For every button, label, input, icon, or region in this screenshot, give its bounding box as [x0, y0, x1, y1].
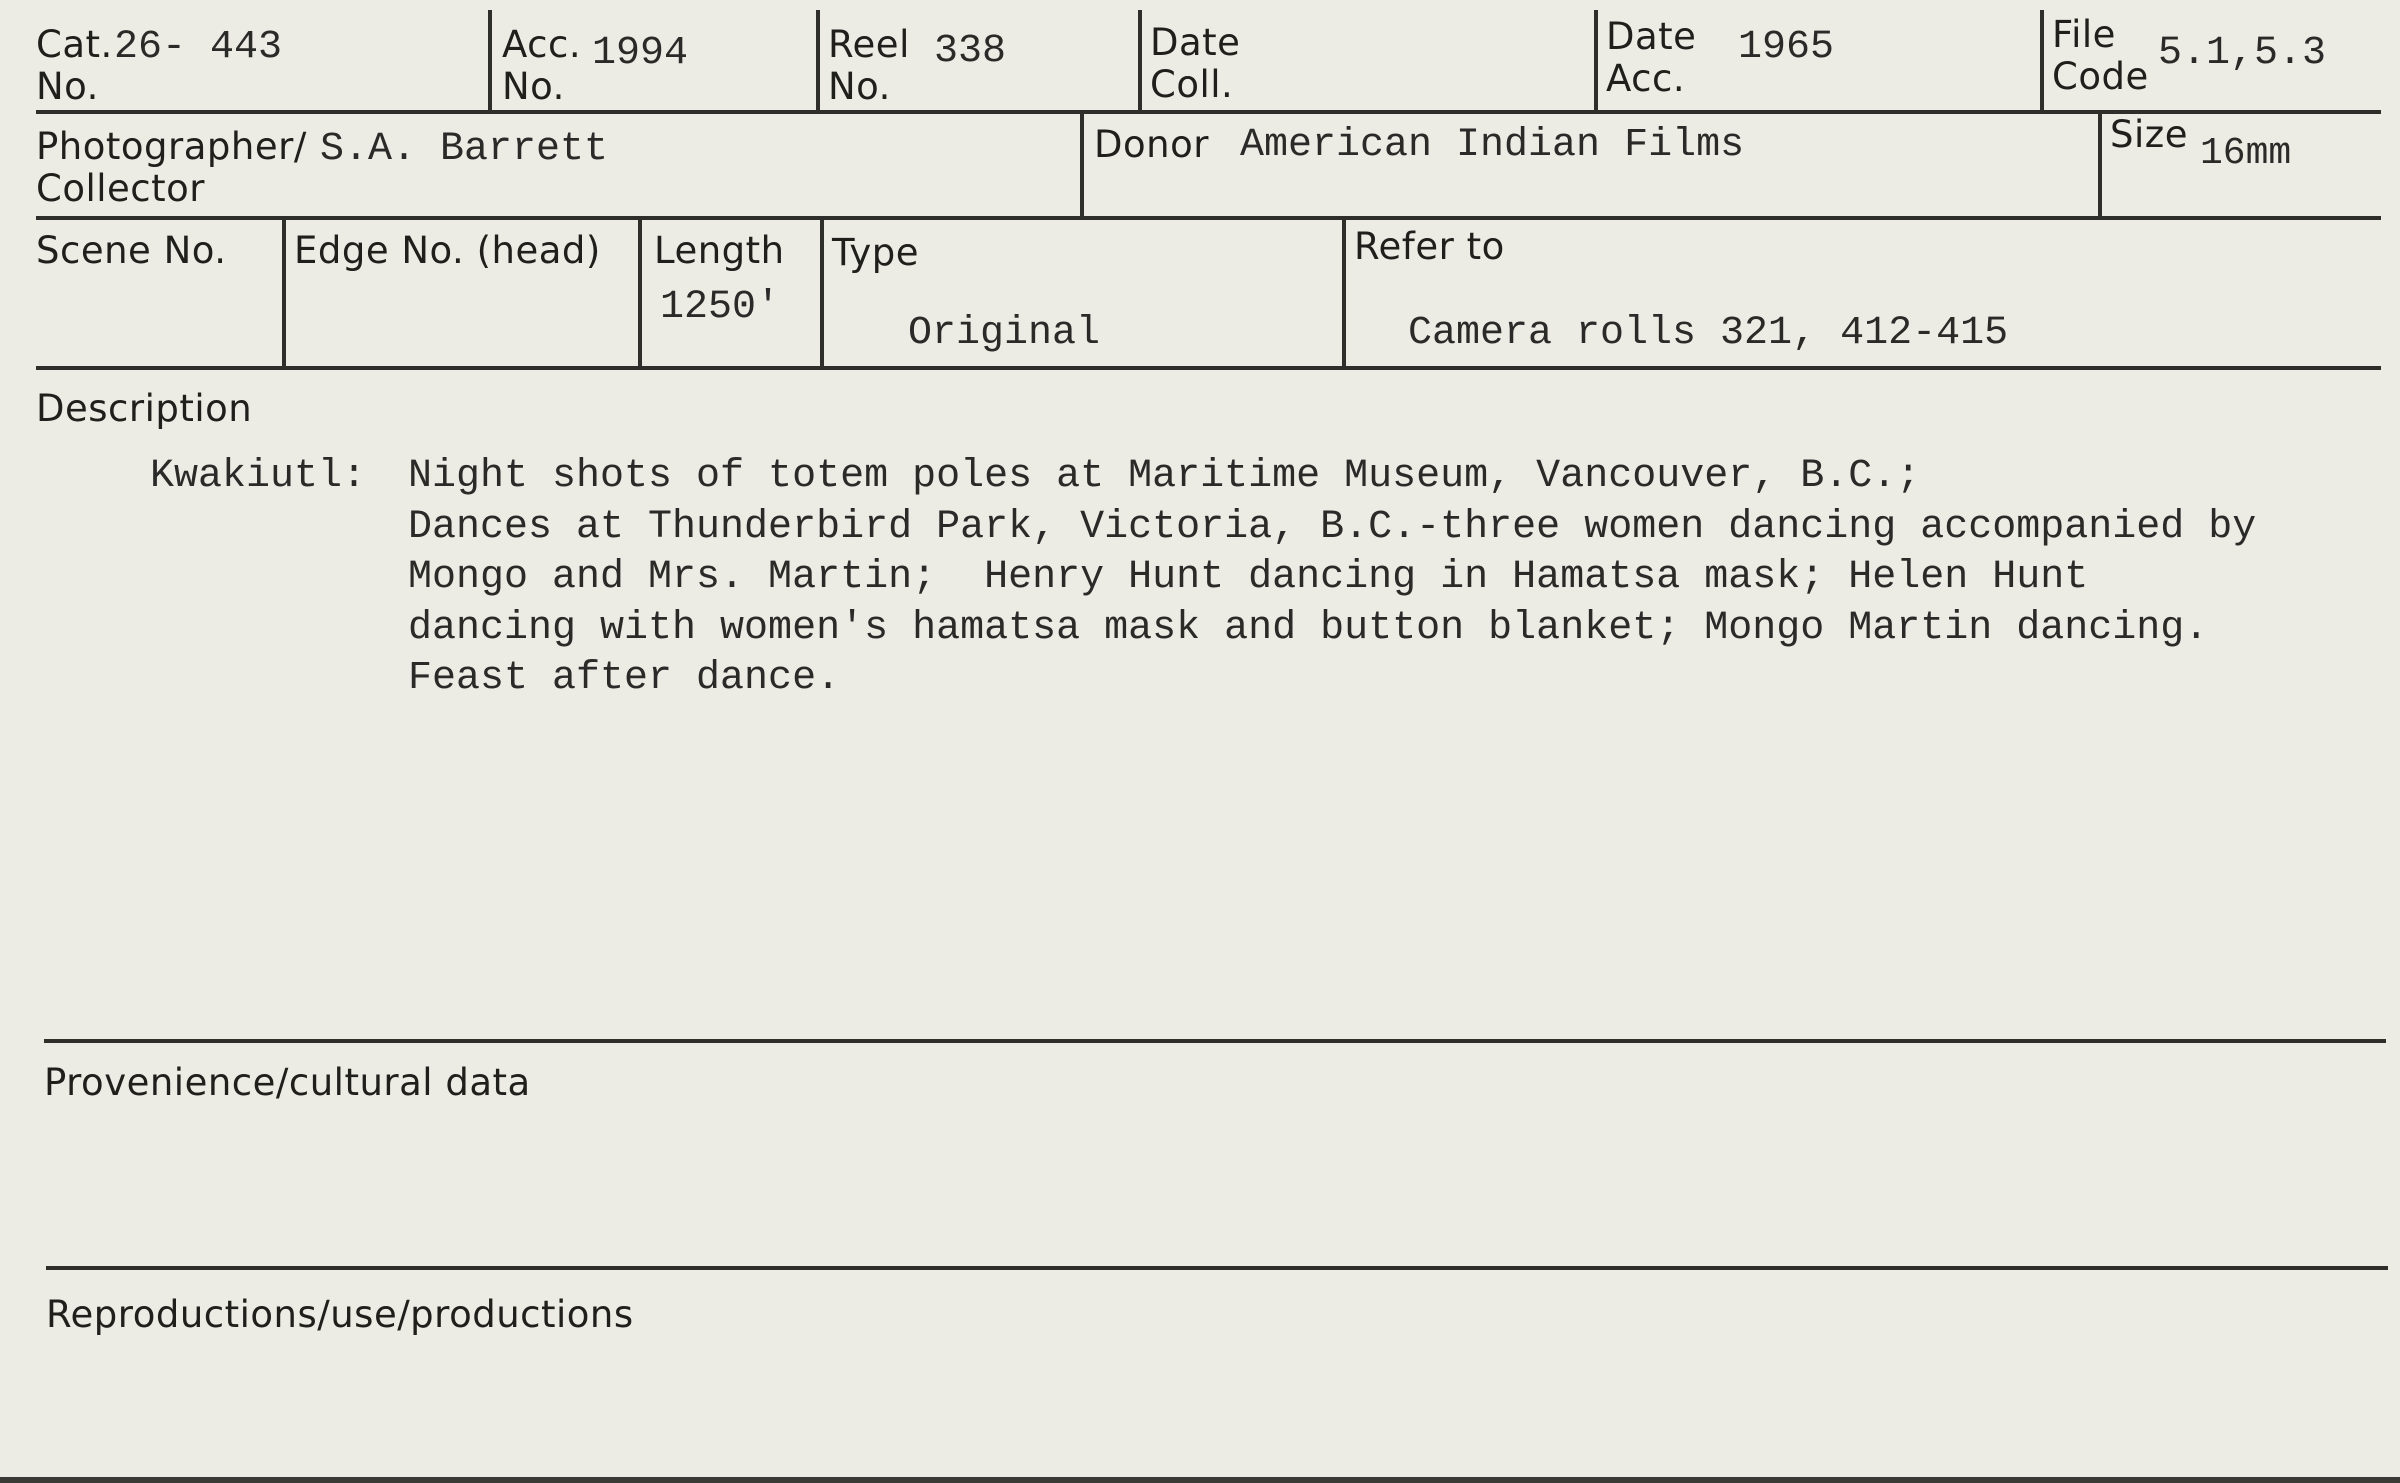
size-label: Size — [2110, 113, 2188, 156]
donor-label: Donor — [1094, 123, 1209, 166]
divider-photographer-donor — [1080, 112, 1084, 218]
divider-reel-datecoll — [1138, 10, 1142, 112]
provenience-bottom-rule — [46, 1266, 2388, 1270]
divider-datecoll-dateacc — [1594, 10, 1598, 112]
description-line-3: Mongo and Mrs. Martin; Henry Hunt dancing in Hamatsa mask; Helen Hunt — [408, 555, 2089, 600]
cat-no-value: 26- 443 — [114, 25, 283, 70]
date-acc-label: Date Acc. — [1606, 15, 1697, 100]
length-value: 1250' — [660, 285, 781, 330]
divider-length-type — [820, 218, 824, 368]
scene-no-label: Scene No. — [36, 229, 227, 272]
file-code-value: 5.1,5.3 — [2158, 31, 2327, 76]
refer-to-label: Refer to — [1354, 225, 1505, 268]
reproductions-label: Reproductions/use/productions — [46, 1293, 634, 1336]
description-text — [150, 452, 2256, 705]
description-line-1: Kwakiutl: Night shots of totem poles at Maritime Museum, Vancouver, B.C.; — [150, 452, 2256, 503]
type-value: Original — [908, 311, 1101, 356]
description-line-5: Feast after dance. — [408, 656, 841, 701]
description-tribe: Kwakiutl: — [150, 454, 367, 499]
photographer-value: S.A. Barrett — [320, 127, 609, 172]
cat-no-label: Cat. No. — [36, 23, 113, 108]
date-acc-value: 1965 — [1738, 25, 1835, 70]
description-line-2: Dances at Thunderbird Park, Victoria, B.C.-three women dancing accompanied by — [408, 504, 2257, 550]
photographer-label: Photographer/ Collector — [36, 125, 307, 210]
refer-to-value: Camera rolls 321, 412-415 — [1408, 311, 2009, 356]
provenience-label: Provenience/cultural data — [44, 1061, 531, 1104]
type-label: Type — [832, 231, 919, 274]
file-code-label: File Code — [2052, 13, 2149, 98]
divider-cat-acc — [488, 10, 492, 112]
description-bottom-rule — [44, 1039, 2386, 1043]
size-value: 16mm — [2200, 132, 2292, 175]
description-label: Description — [36, 387, 253, 430]
acc-no-label: Acc. No. — [502, 23, 582, 108]
reel-no-label: Reel No. — [828, 23, 910, 108]
divider-type-refer — [1342, 218, 1346, 368]
description-line-4: dancing with women's hamatsa mask and button blanket; Mongo Martin dancing. — [408, 605, 2209, 651]
divider-dateacc-filecode — [2040, 10, 2044, 112]
donor-value: American Indian Films — [1240, 123, 1745, 168]
row3-bottom-rule — [36, 366, 2381, 370]
row1-bottom-rule — [36, 110, 2381, 114]
date-coll-label: Date Coll. — [1150, 21, 1241, 106]
reel-no-value: 338 — [934, 29, 1007, 74]
divider-edge-length — [638, 218, 642, 368]
row2-bottom-rule — [36, 216, 2381, 220]
divider-scene-edge — [282, 218, 286, 368]
length-label: Length — [654, 229, 785, 272]
acc-no-value: 1994 — [592, 31, 689, 76]
divider-acc-reel — [816, 10, 820, 112]
edge-no-label: Edge No. (head) — [294, 229, 601, 272]
divider-donor-size — [2098, 112, 2102, 218]
